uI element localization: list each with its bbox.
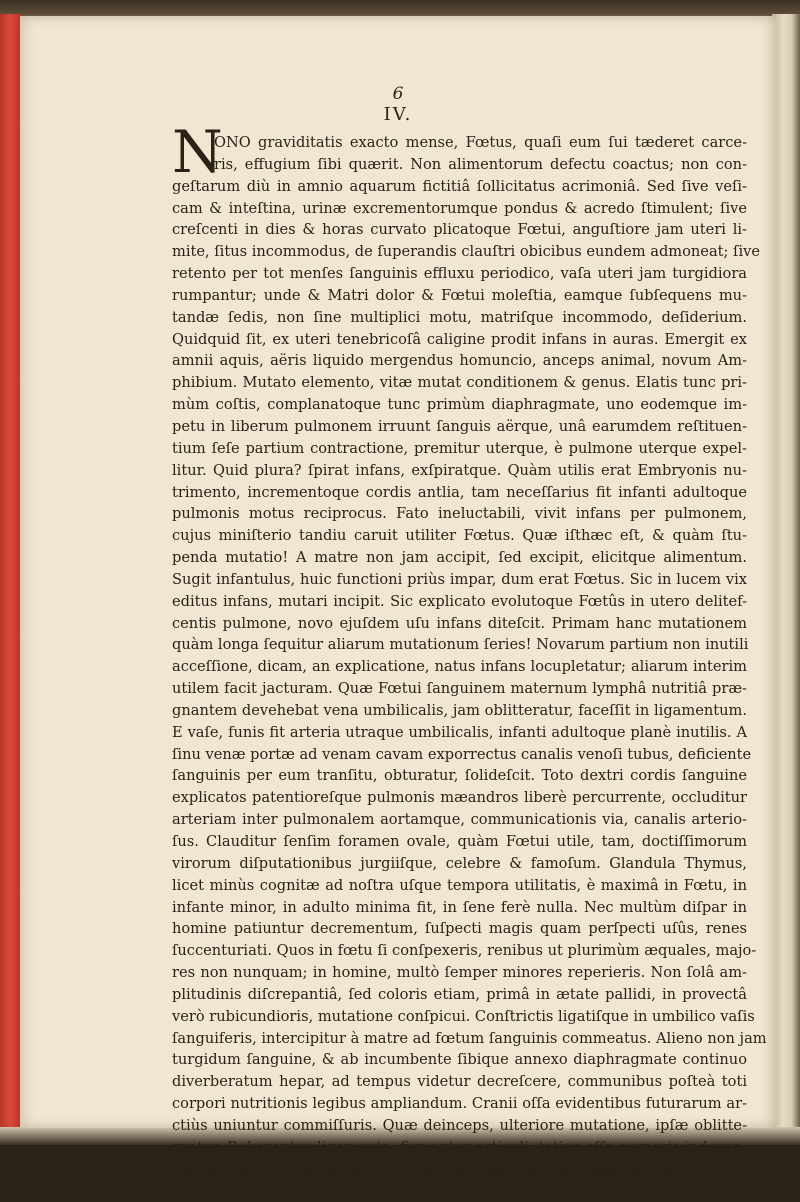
book-binding bbox=[0, 14, 22, 1145]
text-line: ſanguiferis, intercipitur à matre ad fœtum ſanguinis commeatus. Alieno non jam bbox=[172, 1028, 747, 1050]
text-line: explicatos patentioreſque pulmonis mæandros liberè percurrente, occluditur bbox=[172, 787, 747, 809]
text-line: petu in liberum pulmonem irruunt ſanguis aërque, unâ earumdem reſtituen- bbox=[172, 416, 747, 438]
text-line: mùm coſtis, complanatoque tunc primùm diaphragmate, uno eodemque im- bbox=[172, 394, 747, 416]
text-line: cujus miniſterio tandiu caruit utiliter Fœtus. Quæ iſthæc eſt, & quàm ſtu- bbox=[172, 525, 747, 547]
text-line: ONO graviditatis exacto mense, Fœtus, quaſi eum ſui tæderet carce- bbox=[172, 132, 747, 154]
text-line: editus infans, mutari incipit. Sic explicato evolutoque Fœtûs in utero delitef- bbox=[172, 591, 747, 613]
text-line: diverberatum hepar, ad tempus videtur decreſcere, communibus poſteà toti bbox=[172, 1071, 747, 1093]
text-line: rantur. Roborantur ligamenta, firmantur articuli, totius oſſa corporis induran- bbox=[172, 1137, 747, 1159]
text-line: tium ſeſe partium contractione, premitur uterque, è pulmone uterque expel- bbox=[172, 438, 747, 460]
text-line: corpori nutritionis legibus ampliandum. Cranii oſſa evidentibus futurarum ar- bbox=[172, 1093, 747, 1115]
text-line: mite, ſitus incommodus, de ſuperandis clauſtri obicibus eundem admoneat; ſive bbox=[172, 241, 747, 263]
text-line: ris, effugium ſibi quærit. Non alimentorum defectu coactus; non con- bbox=[172, 154, 747, 176]
text-line: ſinu venæ portæ ad venam cavam exporrectus canalis venoſi tubus, deficiente bbox=[172, 744, 747, 766]
text-line: pulmonis motus reciprocus. Fato ineluctabili, vivit infans per pulmonem, bbox=[172, 503, 747, 525]
text-line: ſuccenturiati. Quos in fœtu ſi conſpexeris, renibus ut plurimùm æquales, majo- bbox=[172, 940, 747, 962]
book-page bbox=[20, 16, 776, 1128]
text-line: ſus. Clauditur ſenſim foramen ovale, quàm Fœtui utile, tam, doctiſſimorum bbox=[172, 831, 747, 853]
text-line: geſtarum diù in amnio aquarum fictitiâ ſollicitatus acrimoniâ. Sed ſive veſi- bbox=[172, 176, 747, 198]
text-line: amnii aquis, aëris liquido mergendus homuncio, anceps animal, novum Am- bbox=[172, 350, 747, 372]
text-line: tandæ ſedis, non ſine multiplici motu, matriſque incommodo, deſiderium. bbox=[172, 307, 747, 329]
text-line: phibium. Mutato elemento, vitæ mutat conditionem & genus. Elatis tunc pri- bbox=[172, 372, 747, 394]
text-line: creſcenti in dies & horas curvato plicatoque Fœtui, anguſtiore jam uteri li- bbox=[172, 219, 747, 241]
text-line: homine patiuntur decrementum, ſuſpecti magis quam perſpecti uſûs, renes bbox=[172, 918, 747, 940]
text-line: plitudinis diſcrepantiâ, ſed coloris etiam, primâ in ætate pallidi, in provectâ bbox=[172, 984, 747, 1006]
text-line: quàm longa ſequitur aliarum mutationum ſeries! Novarum partium non inutili bbox=[172, 634, 747, 656]
text-line: verò rubicundioris, mutatione conſpicui. Conſtrictis ligatiſque in umbilico vaſis bbox=[172, 1006, 747, 1028]
text-line: cam & inteſtina, urinæ excrementorumque pondus & acredo ſtimulent; ſive bbox=[172, 198, 747, 220]
text-line: ctiùs uniuntur commiſſuris. Quæ deinceps, ulteriore mutatione, ipſæ oblitte- bbox=[172, 1115, 747, 1137]
text-line: res non nunquam; in homine, multò ſemper minores reperieris. Non ſolâ am- bbox=[172, 962, 747, 984]
text-line: arteriam inter pulmonalem aortamque, communicationis via, canalis arterio- bbox=[172, 809, 747, 831]
text-line: ſanguinis per eum tranſitu, obturatur, ſolideſcit. Toto dextri cordis ſanguine bbox=[172, 765, 747, 787]
text-line: acceſſione, dicam, an explicatione, natus infans locupletatur; aliarum interim bbox=[172, 656, 747, 678]
text-line: infante minor, in adulto minima fit, in ſene ferè nulla. Nec multùm diſpar in bbox=[172, 897, 747, 919]
section-heading: IV. bbox=[20, 104, 776, 125]
text-line: virorum diſputationibus jurgiiſque, celebre & famoſum. Glandula Thymus, bbox=[172, 853, 747, 875]
text-line: Sugit infantulus, huic functioni priùs impar, dum erat Fœtus. Sic in lucem vix bbox=[172, 569, 747, 591]
text-line: turgidum ſanguine, & ab incumbente ſibique annexo diaphragmate continuo bbox=[172, 1049, 747, 1071]
text-line: rumpantur; unde & Matri dolor & Fœtui moleſtia, eamque ſubſequens mu- bbox=[172, 285, 747, 307]
page-number: 6 bbox=[20, 84, 776, 104]
text-line bbox=[172, 1181, 747, 1202]
text-line: trimento, incrementoque cordis antlia, tam neceſſarius fit infanti adultoque bbox=[172, 482, 747, 504]
text-line: penda mutatio! A matre non jam accipit, ſed excipit, elicitque alimentum. bbox=[172, 547, 747, 569]
text-line: E vaſe, funis fit arteria utraque umbilicalis, infanti adultoque planè inutilis. A bbox=[172, 722, 747, 744]
drop-cap: N bbox=[172, 128, 223, 176]
text-line: retento per tot menſes ſanguinis effluxu periodico, vaſa uteri jam turgidiora bbox=[172, 263, 747, 285]
text-line: utilem facit jacturam. Quæ Fœtui ſanguinem maternum lymphâ nutritiâ præ- bbox=[172, 678, 747, 700]
text-line: centis pulmone, novo ejuſdem uſu infans diteſcit. Primam hanc mutationem bbox=[172, 613, 747, 635]
text-line: litur. Quid plura? ſpirat infans, exſpiratque. Quàm utilis erat Embryonis nu- bbox=[172, 460, 747, 482]
text-line: licet minùs cognitæ ad noſtra uſque tempora utilitatis, è maximâ in Fœtu, in bbox=[172, 875, 747, 897]
body-text bbox=[172, 132, 747, 1202]
text-line: gnantem devehebat vena umbilicalis, jam oblitteratur, faceſſit in ligamentum. bbox=[172, 700, 747, 722]
text-line: tur, mutantur Epiphyſes in Apophyſes. Jamverò ex alveolis prorumpunt, bbox=[172, 1159, 747, 1181]
page-block-edge bbox=[772, 14, 800, 1145]
text-line: Quidquid ſit, ex uteri tenebricoſâ caligine prodit infans in auras. Emergit ex bbox=[172, 329, 747, 351]
